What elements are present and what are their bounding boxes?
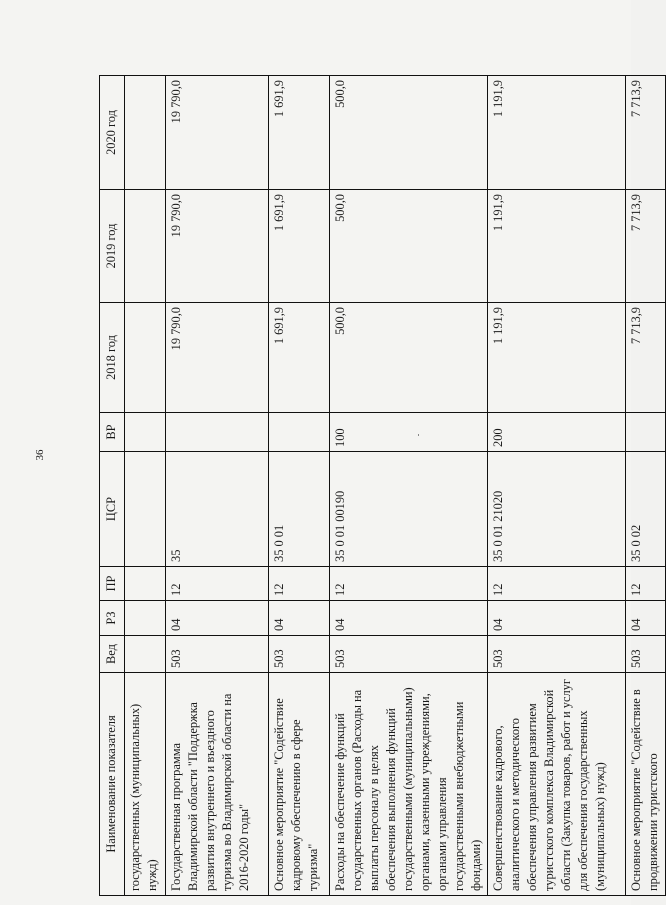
header-vr: ВР: [100, 413, 125, 452]
row-2019: 1 691,9: [269, 190, 330, 303]
table-row: [166, 76, 269, 896]
row-vr: [269, 413, 330, 452]
row-pr: 12: [269, 567, 330, 601]
row-2018: 19 790,0: [166, 303, 269, 413]
table-header-row: [100, 76, 125, 896]
header-csr: ЦСР: [100, 452, 125, 567]
row-rz: 04: [166, 601, 269, 636]
budget-table: [99, 75, 666, 896]
row-name: Совершенствование кадрового, аналитического и методического обеспечения управления развитием туристского комплекса Владимирской области (Закупка товаров, работ и услуг для обеспечения государственных (муниципальных) нужд): [488, 673, 626, 896]
table-row: [488, 76, 626, 896]
header-rz: РЗ: [100, 601, 125, 636]
row-2020: 1 691,9: [269, 76, 330, 190]
rotated-table-wrapper: [99, 76, 660, 896]
table-row: [269, 76, 330, 896]
row-pr: 12: [330, 567, 488, 601]
row-vr: [166, 413, 269, 452]
row-rz: 04: [269, 601, 330, 636]
row-ved: 503: [166, 636, 269, 673]
row-ved: [125, 636, 166, 673]
row-name: Расходы на обеспечение функций государственных органов (Расходы на выплаты персоналу в целях обеспечения выполнения функций государственными (муниципальными) органами, казенными учреждениями, органами управления государственными внебюджетными фондами): [330, 673, 488, 896]
row-2020: 19 790,0: [166, 76, 269, 190]
row-vr: 100: [330, 413, 488, 452]
row-ved: 503: [330, 636, 488, 673]
row-2018: 1 691,9: [269, 303, 330, 413]
row-2018: 7 713,9: [626, 303, 666, 413]
header-2020: 2020 год: [100, 76, 125, 190]
row-rz: 04: [488, 601, 626, 636]
row-2020: 500,0: [330, 76, 488, 190]
row-2018: 500,0: [330, 303, 488, 413]
row-2019: 1 191,9: [488, 190, 626, 303]
row-rz: [125, 601, 166, 636]
row-pr: [125, 567, 166, 601]
table-row: [125, 76, 166, 896]
row-name: Основное мероприятие "Содействие в продвижении туристского: [626, 673, 666, 896]
row-2019: 19 790,0: [166, 190, 269, 303]
table-row: [626, 76, 666, 896]
table-row: [330, 76, 488, 896]
row-csr: 35 0 01 21020: [488, 452, 626, 567]
page-number: 36: [34, 449, 46, 461]
row-rz: 04: [626, 601, 666, 636]
row-ved: 503: [269, 636, 330, 673]
row-csr: 35 0 02: [626, 452, 666, 567]
row-2020: [125, 76, 166, 190]
row-2019: [125, 190, 166, 303]
row-csr: 35 0 01 00190: [330, 452, 488, 567]
row-pr: 12: [166, 567, 269, 601]
row-name: Государственная программа Владимирской области "Поддержка развития внутреннего и въездного туризма во Владимирской области на 2016-2020 годы": [166, 673, 269, 896]
row-ved: 503: [488, 636, 626, 673]
row-ved: 503: [626, 636, 666, 673]
row-2020: 1 191,9: [488, 76, 626, 190]
row-pr: 12: [626, 567, 666, 601]
row-2018: 1 191,9: [488, 303, 626, 413]
row-name: государственных (муниципальных) нужд): [125, 673, 166, 896]
header-indicator-name: Наименование показателя: [100, 673, 125, 896]
header-2019: 2019 год: [100, 190, 125, 303]
row-2020: 7 713,9: [626, 76, 666, 190]
header-pr: ПР: [100, 567, 125, 601]
row-csr: [125, 452, 166, 567]
row-2018: [125, 303, 166, 413]
header-ved: Вед: [100, 636, 125, 673]
row-csr: 35: [166, 452, 269, 567]
row-vr: [125, 413, 166, 452]
row-vr: 200: [488, 413, 626, 452]
row-vr: [626, 413, 666, 452]
row-pr: 12: [488, 567, 626, 601]
row-2019: 500,0: [330, 190, 488, 303]
row-2019: 7 713,9: [626, 190, 666, 303]
header-2018: 2018 год: [100, 303, 125, 413]
row-rz: 04: [330, 601, 488, 636]
row-csr: 35 0 01: [269, 452, 330, 567]
row-name: Основное мероприятие "Содействие кадровому обеспечению в сфере туризма": [269, 673, 330, 896]
